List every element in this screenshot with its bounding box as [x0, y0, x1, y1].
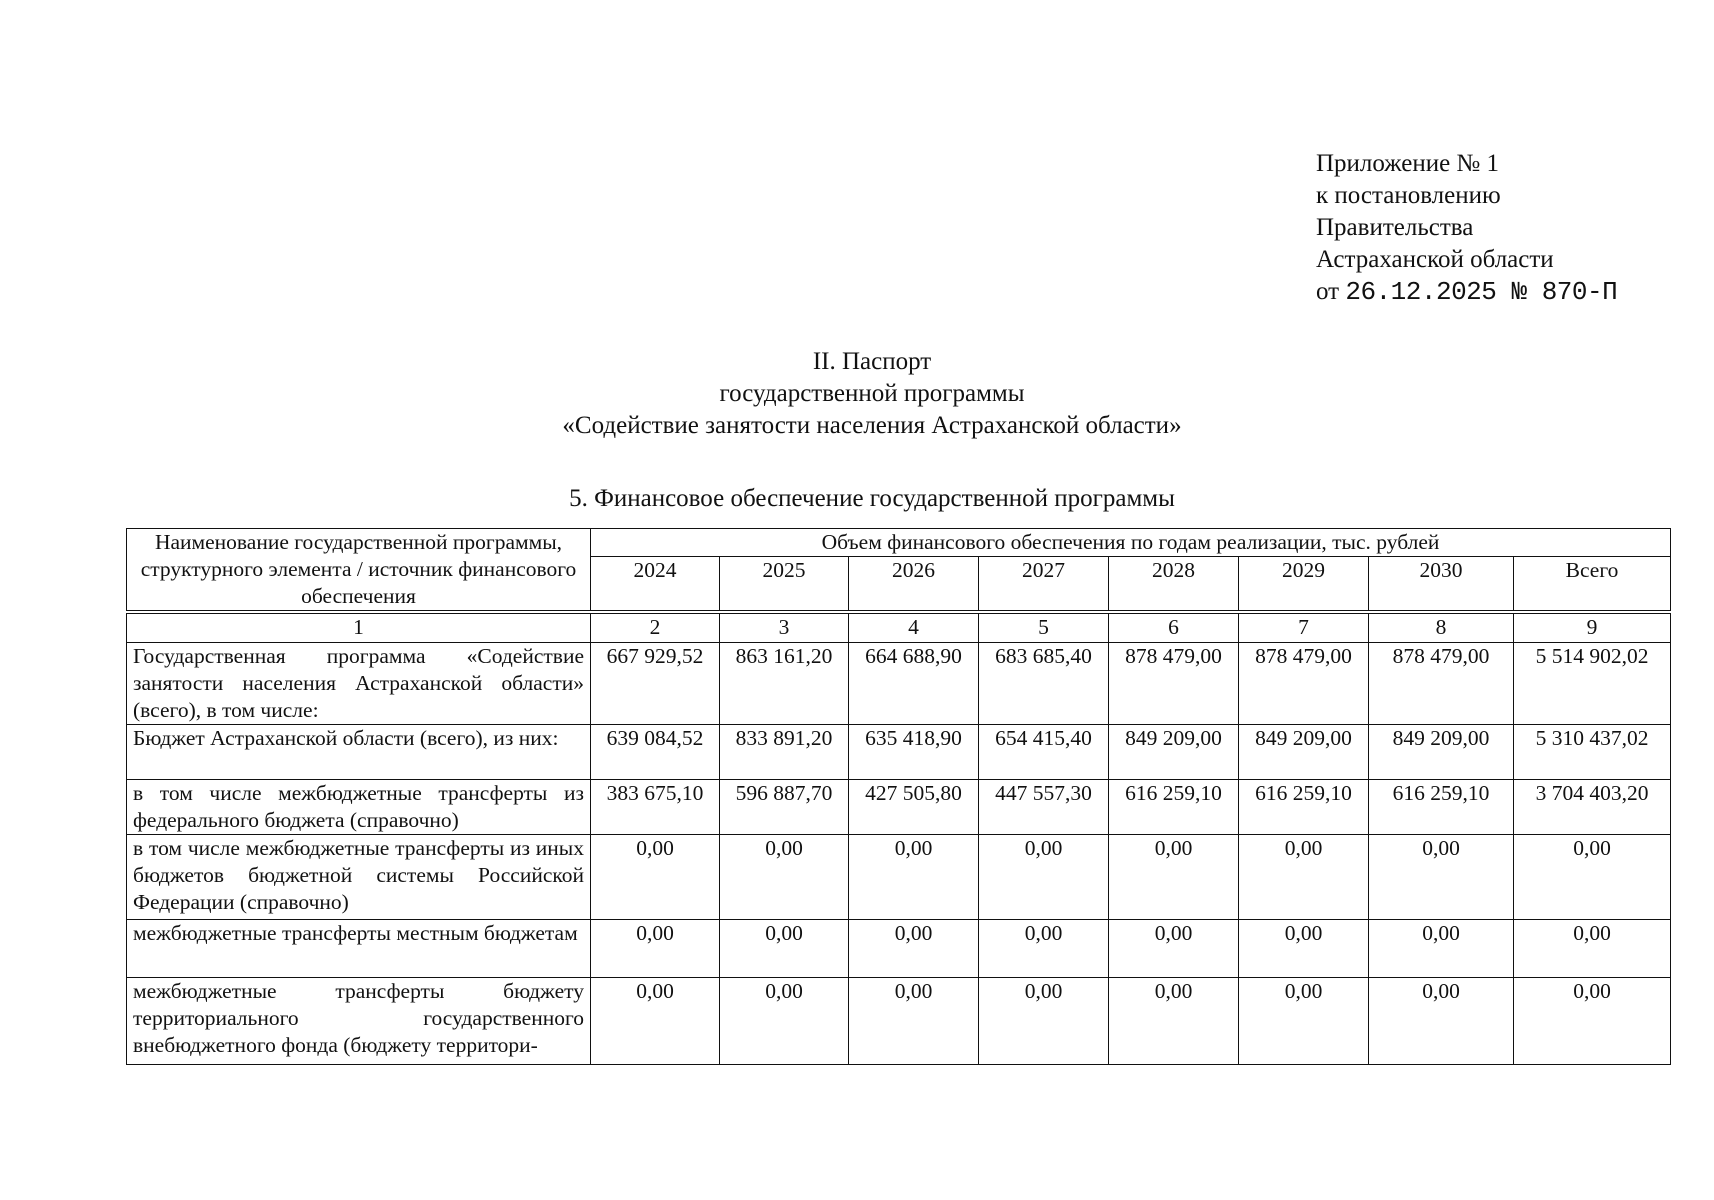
table-row [127, 780, 1671, 835]
row-total: 3 704 403,20 [1514, 780, 1671, 835]
appendix-line-4: Астраханской области [1316, 246, 1554, 273]
row-value: 667 929,52 [591, 643, 720, 725]
row-total: 5 310 437,02 [1514, 725, 1671, 780]
financing-table [126, 528, 1671, 1065]
row-value: 383 675,10 [591, 780, 720, 835]
row-value: 849 209,00 [1239, 725, 1369, 780]
row-value: 664 688,90 [849, 643, 979, 725]
row-value: 654 415,40 [979, 725, 1109, 780]
row-name: Государственная программа «Содействие занятости населения Астраханской области» (всего), в том числе: [127, 643, 591, 725]
year-header: 2026 [849, 557, 979, 612]
row-value: 635 418,90 [849, 725, 979, 780]
row-value: 0,00 [979, 835, 1109, 920]
passport-title [0, 346, 1714, 442]
table-row [127, 643, 1671, 725]
row-value: 0,00 [591, 835, 720, 920]
row-name: межбюджетные трансферты бюджету территориального государственного внебюджетного фонда (бюджету территори- [127, 978, 591, 1065]
column-number: 1 [127, 612, 591, 643]
row-value: 0,00 [720, 835, 849, 920]
row-value: 0,00 [1109, 835, 1239, 920]
decree-number: 26.12.2025 № 870-П [1345, 277, 1618, 307]
table-row [127, 835, 1671, 920]
row-value: 849 209,00 [1369, 725, 1514, 780]
row-value: 0,00 [849, 835, 979, 920]
row-value: 0,00 [720, 978, 849, 1065]
column-number: 3 [720, 612, 849, 643]
row-value: 616 259,10 [1369, 780, 1514, 835]
year-header: 2030 [1369, 557, 1514, 612]
row-name: межбюджетные трансферты местным бюджетам [127, 920, 591, 978]
row-total: 0,00 [1514, 920, 1671, 978]
row-name: в том числе межбюджетные трансферты из иных бюджетов бюджетной системы Российской Федерации (справочно) [127, 835, 591, 920]
row-value: 0,00 [720, 920, 849, 978]
table-row [127, 978, 1671, 1065]
column-number: 9 [1514, 612, 1671, 643]
column-number: 8 [1369, 612, 1514, 643]
year-header: 2027 [979, 557, 1109, 612]
row-value: 0,00 [1239, 978, 1369, 1065]
appendix-line-2: к постановлению [1316, 182, 1501, 209]
row-value: 0,00 [979, 978, 1109, 1065]
row-value: 0,00 [849, 978, 979, 1065]
row-value: 0,00 [1239, 920, 1369, 978]
passport-title-line-3: «Содействие занятости населения Астраханской области» [562, 412, 1182, 439]
year-header: 2029 [1239, 557, 1369, 612]
row-value: 833 891,20 [720, 725, 849, 780]
volume-group-header: Объем финансового обеспечения по годам реализации, тыс. рублей [591, 529, 1671, 557]
row-value: 427 505,80 [849, 780, 979, 835]
column-number: 5 [979, 612, 1109, 643]
passport-title-line-1: II. Паспорт [812, 348, 932, 375]
appendix-line-1: Приложение № 1 [1316, 150, 1500, 177]
column-number: 7 [1239, 612, 1369, 643]
year-header: 2025 [720, 557, 849, 612]
row-value: 878 479,00 [1369, 643, 1514, 725]
row-value: 878 479,00 [1239, 643, 1369, 725]
row-total: 0,00 [1514, 835, 1671, 920]
passport-title-line-2: государственной программы [719, 380, 1025, 407]
column-number: 6 [1109, 612, 1239, 643]
year-header: 2024 [591, 557, 720, 612]
appendix-block [1316, 148, 1617, 308]
row-value: 616 259,10 [1239, 780, 1369, 835]
row-total: 0,00 [1514, 978, 1671, 1065]
row-total: 5 514 902,02 [1514, 643, 1671, 725]
year-header: 2028 [1109, 557, 1239, 612]
table-row [127, 725, 1671, 780]
row-value: 0,00 [1109, 978, 1239, 1065]
table-row [127, 920, 1671, 978]
appendix-line-5 [1316, 276, 1617, 308]
appendix-line-3: Правительства [1316, 214, 1474, 241]
row-name: Бюджет Астраханской области (всего), из них: [127, 725, 591, 780]
row-value: 683 685,40 [979, 643, 1109, 725]
row-value: 863 161,20 [720, 643, 849, 725]
row-value: 0,00 [1369, 978, 1514, 1065]
total-header: Всего [1514, 557, 1671, 612]
name-column-header: Наименование государственной программы, структурного элемента / источник финансового обеспечения [127, 529, 591, 613]
row-name: в том числе межбюджетные трансферты из федерального бюджета (справочно) [127, 780, 591, 835]
column-numbers-row [127, 612, 1671, 643]
row-value: 0,00 [1109, 920, 1239, 978]
row-value: 0,00 [1369, 920, 1514, 978]
row-value: 596 887,70 [720, 780, 849, 835]
column-number: 2 [591, 612, 720, 643]
row-value: 0,00 [591, 978, 720, 1065]
row-value: 0,00 [1239, 835, 1369, 920]
row-value: 849 209,00 [1109, 725, 1239, 780]
row-value: 447 557,30 [979, 780, 1109, 835]
column-number: 4 [849, 612, 979, 643]
row-value: 0,00 [849, 920, 979, 978]
row-value: 616 259,10 [1109, 780, 1239, 835]
row-value: 0,00 [979, 920, 1109, 978]
row-value: 0,00 [1369, 835, 1514, 920]
row-value: 0,00 [591, 920, 720, 978]
appendix-from-label: от [1316, 278, 1340, 305]
row-value: 639 084,52 [591, 725, 720, 780]
row-value: 878 479,00 [1109, 643, 1239, 725]
section-title: 5. Финансовое обеспечение государственной программы [569, 485, 1175, 512]
